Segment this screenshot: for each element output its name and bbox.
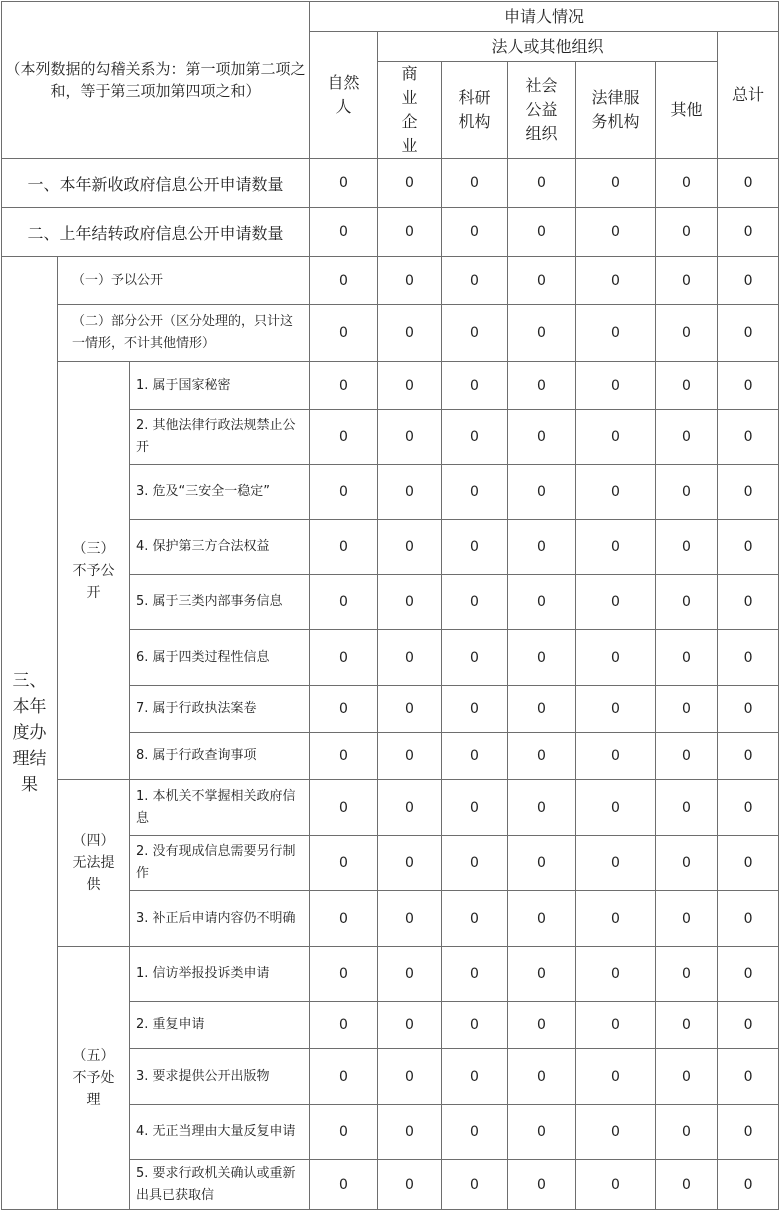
value-cell: 0 [442, 1049, 508, 1105]
row-label: 1. 属于国家秘密 [130, 362, 310, 410]
row-label: 6. 属于四类过程性信息 [130, 630, 310, 686]
value-cell: 0 [378, 733, 442, 780]
value-cell: 0 [310, 1160, 378, 1210]
col-other: 其他 [656, 62, 718, 159]
row-label: 7. 属于行政执法案卷 [130, 686, 310, 733]
value-cell: 0 [718, 1049, 779, 1105]
value-cell: 0 [310, 575, 378, 630]
value-cell: 0 [310, 780, 378, 836]
value-cell: 0 [310, 630, 378, 686]
value-cell: 0 [576, 891, 656, 947]
value-cell: 0 [656, 465, 718, 520]
table-row [2, 780, 779, 836]
value-cell: 0 [310, 465, 378, 520]
row-label: 二、上年结转政府信息公开申请数量 [2, 208, 310, 257]
col-legal-service: 法律服务机构 [576, 62, 656, 159]
value-cell: 0 [310, 305, 378, 362]
value-cell: 0 [442, 159, 508, 208]
value-cell: 0 [310, 891, 378, 947]
table-row [2, 947, 779, 1002]
value-cell: 0 [576, 1160, 656, 1210]
row-label: （一）予以公开 [58, 257, 310, 305]
row-label: 1. 信访举报投诉类申请 [130, 947, 310, 1002]
value-cell: 0 [378, 520, 442, 575]
value-cell: 0 [656, 891, 718, 947]
value-cell: 0 [508, 891, 576, 947]
value-cell: 0 [310, 836, 378, 891]
row-label: 5. 要求行政机关确认或重新出具已获取信 [130, 1160, 310, 1210]
applicant-situation-header: 申请人情况 [310, 2, 779, 32]
value-cell: 0 [508, 465, 576, 520]
value-cell: 0 [576, 305, 656, 362]
value-cell: 0 [656, 1105, 718, 1160]
value-cell: 0 [378, 780, 442, 836]
value-cell: 0 [442, 575, 508, 630]
value-cell: 0 [718, 1002, 779, 1049]
value-cell: 0 [442, 1105, 508, 1160]
value-cell: 0 [378, 410, 442, 465]
value-cell: 0 [442, 208, 508, 257]
value-cell: 0 [310, 1105, 378, 1160]
value-cell: 0 [378, 836, 442, 891]
table-row [2, 362, 779, 410]
col-business: 商业企业 [378, 62, 442, 159]
value-cell: 0 [378, 686, 442, 733]
value-cell: 0 [656, 733, 718, 780]
value-cell: 0 [508, 208, 576, 257]
value-cell: 0 [656, 1049, 718, 1105]
value-cell: 0 [378, 1002, 442, 1049]
value-cell: 0 [378, 1105, 442, 1160]
value-cell: 0 [378, 465, 442, 520]
value-cell: 0 [378, 305, 442, 362]
value-cell: 0 [508, 520, 576, 575]
value-cell: 0 [718, 733, 779, 780]
value-cell: 0 [576, 947, 656, 1002]
value-cell: 0 [576, 208, 656, 257]
row-label: 3. 要求提供公开出版物 [130, 1049, 310, 1105]
value-cell: 0 [442, 733, 508, 780]
table-note: （本列数据的勾稽关系为：第一项加第二项之和，等于第三项加第四项之和） [5, 60, 306, 100]
value-cell: 0 [576, 733, 656, 780]
value-cell: 0 [378, 1049, 442, 1105]
value-cell: 0 [576, 465, 656, 520]
value-cell: 0 [718, 257, 779, 305]
row-label: （二）部分公开（区分处理的，只计这一情形，不计其他情形） [58, 305, 310, 362]
legal-person-group-header: 法人或其他组织 [378, 32, 718, 62]
value-cell: 0 [718, 520, 779, 575]
value-cell: 0 [442, 686, 508, 733]
value-cell: 0 [576, 520, 656, 575]
value-cell: 0 [508, 1105, 576, 1160]
value-cell: 0 [310, 733, 378, 780]
value-cell: 0 [378, 257, 442, 305]
value-cell: 0 [718, 208, 779, 257]
col-research: 科研机构 [442, 62, 508, 159]
value-cell: 0 [656, 257, 718, 305]
col-total: 总计 [718, 32, 779, 159]
value-cell: 0 [718, 780, 779, 836]
value-cell: 0 [310, 159, 378, 208]
value-cell: 0 [310, 208, 378, 257]
row-label: 4. 无正当理由大量反复申请 [130, 1105, 310, 1160]
value-cell: 0 [378, 630, 442, 686]
value-cell: 0 [378, 159, 442, 208]
value-cell: 0 [656, 362, 718, 410]
value-cell: 0 [576, 362, 656, 410]
row-label: 2. 其他法律行政法规禁止公开 [130, 410, 310, 465]
value-cell: 0 [718, 465, 779, 520]
value-cell: 0 [718, 836, 779, 891]
value-cell: 0 [310, 686, 378, 733]
value-cell: 0 [718, 630, 779, 686]
value-cell: 0 [576, 410, 656, 465]
value-cell: 0 [442, 305, 508, 362]
value-cell: 0 [656, 410, 718, 465]
value-cell: 0 [718, 159, 779, 208]
value-cell: 0 [508, 257, 576, 305]
value-cell: 0 [656, 630, 718, 686]
value-cell: 0 [656, 520, 718, 575]
value-cell: 0 [576, 630, 656, 686]
value-cell: 0 [718, 575, 779, 630]
value-cell: 0 [508, 575, 576, 630]
value-cell: 0 [442, 465, 508, 520]
row-label: 2. 重复申请 [130, 1002, 310, 1049]
value-cell: 0 [718, 891, 779, 947]
value-cell: 0 [378, 362, 442, 410]
disclosure-statistics-table [1, 1, 779, 1210]
row-label: 2. 没有现成信息需要另行制作 [130, 836, 310, 891]
value-cell: 0 [656, 208, 718, 257]
value-cell: 0 [718, 305, 779, 362]
value-cell: 0 [508, 733, 576, 780]
value-cell: 0 [656, 1160, 718, 1210]
value-cell: 0 [508, 410, 576, 465]
value-cell: 0 [576, 1105, 656, 1160]
row-label: 一、本年新收政府信息公开申请数量 [2, 159, 310, 208]
row-label: 4. 保护第三方合法权益 [130, 520, 310, 575]
value-cell: 0 [576, 159, 656, 208]
value-cell: 0 [310, 520, 378, 575]
value-cell: 0 [310, 362, 378, 410]
value-cell: 0 [656, 1002, 718, 1049]
value-cell: 0 [656, 159, 718, 208]
value-cell: 0 [576, 686, 656, 733]
value-cell: 0 [442, 780, 508, 836]
group-4-label: （四）无法提供 [58, 780, 130, 947]
value-cell: 0 [442, 257, 508, 305]
value-cell: 0 [576, 257, 656, 305]
value-cell: 0 [442, 410, 508, 465]
value-cell: 0 [442, 520, 508, 575]
value-cell: 0 [718, 947, 779, 1002]
table-row [2, 257, 779, 305]
value-cell: 0 [378, 575, 442, 630]
value-cell: 0 [310, 1049, 378, 1105]
value-cell: 0 [576, 1002, 656, 1049]
value-cell: 0 [656, 686, 718, 733]
table-row [2, 159, 779, 208]
section-3-label: 三、本年度办理结果 [2, 257, 58, 1210]
value-cell: 0 [442, 947, 508, 1002]
col-public-welfare: 社会公益组织 [508, 62, 576, 159]
row-label: 3. 补正后申请内容仍不明确 [130, 891, 310, 947]
row-label: 3. 危及“三安全一稳定” [130, 465, 310, 520]
value-cell: 0 [508, 836, 576, 891]
value-cell: 0 [378, 1160, 442, 1210]
value-cell: 0 [718, 1160, 779, 1210]
table-note-cell [2, 2, 310, 159]
value-cell: 0 [378, 947, 442, 1002]
value-cell: 0 [576, 575, 656, 630]
row-label: 1. 本机关不掌握相关政府信息 [130, 780, 310, 836]
value-cell: 0 [378, 891, 442, 947]
value-cell: 0 [508, 305, 576, 362]
table-row [2, 208, 779, 257]
value-cell: 0 [656, 947, 718, 1002]
value-cell: 0 [442, 891, 508, 947]
group-5-label: （五）不予处理 [58, 947, 130, 1210]
value-cell: 0 [508, 159, 576, 208]
value-cell: 0 [310, 257, 378, 305]
value-cell: 0 [310, 947, 378, 1002]
value-cell: 0 [508, 947, 576, 1002]
value-cell: 0 [508, 1160, 576, 1210]
value-cell: 0 [508, 1002, 576, 1049]
value-cell: 0 [508, 780, 576, 836]
table-row [2, 305, 779, 362]
value-cell: 0 [656, 836, 718, 891]
value-cell: 0 [656, 780, 718, 836]
value-cell: 0 [442, 630, 508, 686]
value-cell: 0 [442, 836, 508, 891]
value-cell: 0 [378, 208, 442, 257]
value-cell: 0 [656, 575, 718, 630]
value-cell: 0 [310, 1002, 378, 1049]
value-cell: 0 [310, 410, 378, 465]
value-cell: 0 [718, 362, 779, 410]
col-natural-person: 自然人 [310, 32, 378, 159]
value-cell: 0 [656, 305, 718, 362]
value-cell: 0 [508, 630, 576, 686]
value-cell: 0 [442, 1002, 508, 1049]
value-cell: 0 [442, 1160, 508, 1210]
group-3-label: （三）不予公开 [58, 362, 130, 780]
value-cell: 0 [576, 836, 656, 891]
value-cell: 0 [442, 362, 508, 410]
value-cell: 0 [718, 1105, 779, 1160]
value-cell: 0 [508, 1049, 576, 1105]
value-cell: 0 [508, 686, 576, 733]
value-cell: 0 [576, 780, 656, 836]
value-cell: 0 [508, 362, 576, 410]
row-label: 8. 属于行政查询事项 [130, 733, 310, 780]
value-cell: 0 [718, 686, 779, 733]
value-cell: 0 [718, 410, 779, 465]
row-label: 5. 属于三类内部事务信息 [130, 575, 310, 630]
value-cell: 0 [576, 1049, 656, 1105]
